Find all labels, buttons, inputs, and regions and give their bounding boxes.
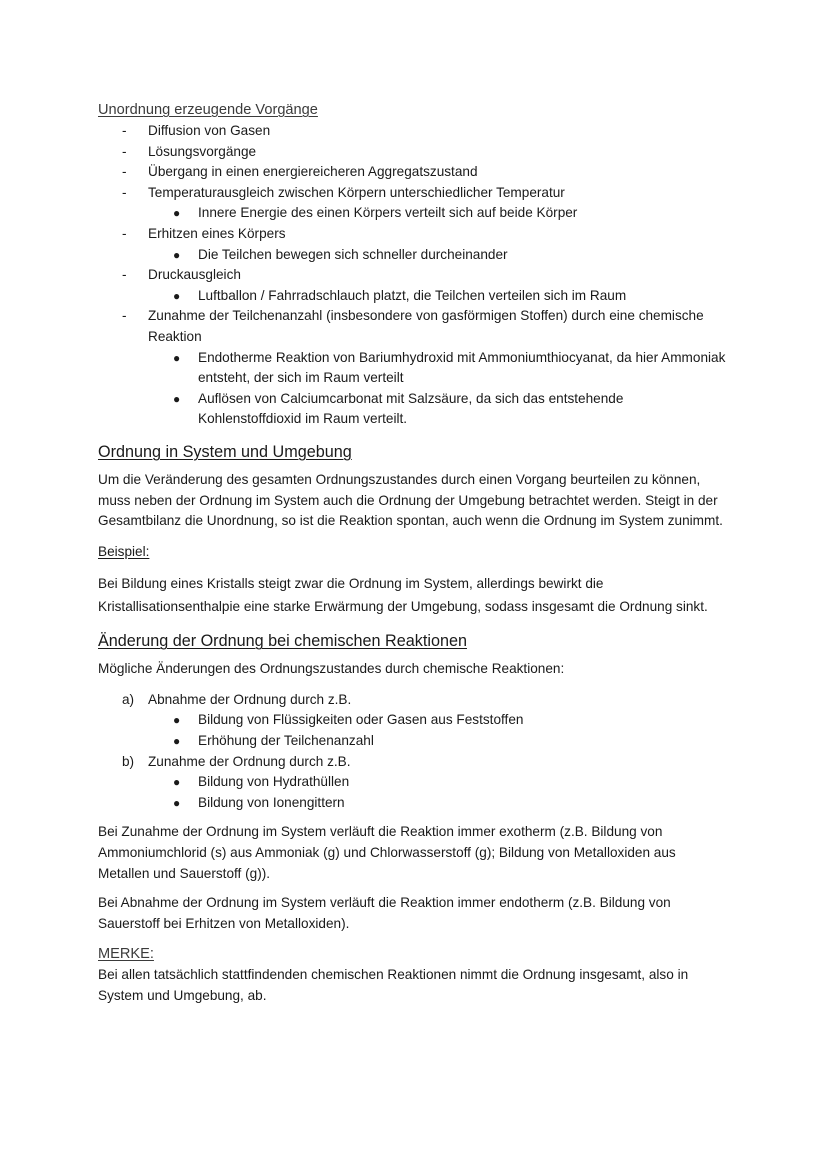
- sub-list-item: [148, 245, 726, 266]
- paragraph-exotherm: Bei Zunahme der Ordnung im System verläuft die Reaktion immer exotherm (z.B. Bildung von Ammoniumchlorid (s) aus Ammoniak (g) und Chlorwasserstoff (g); Bildung von Metalloxiden aus Metallen und Sauerstoff (g)).: [98, 824, 676, 881]
- sub-list-item-text: Innere Energie des einen Körpers verteilt sich auf beide Körper: [198, 205, 578, 221]
- paragraph: Um die Veränderung des gesamten Ordnungszustandes durch einen Vorgang beurteilen zu können, muss neben der Ordnung im System auch die Ordnung der Umgebung betrachtet werden. Steigt in der Gesamtbilanz die Unordnung, so ist die Reaktion spontan, auch wenn die Ordnung im System zunimmt.: [98, 471, 723, 529]
- list-item-text: Übergang in einen energiereicheren Aggregatszustand: [148, 164, 478, 180]
- dash-marker: -: [122, 308, 127, 324]
- merke-title: MERKE:: [98, 946, 154, 963]
- merke-text: Bei allen tatsächlich stattfindenden chemischen Reaktionen nimmt die Ordnung insgesamt, also in System und Umgebung, ab.: [98, 967, 689, 1003]
- dash-marker: -: [122, 225, 127, 241]
- list-item-text: Abnahme der Ordnung durch z.B.: [148, 691, 352, 707]
- example-text: Bei Bildung eines Kristalls steigt zwar die Ordnung im System, allerdings bewirkt die Kristallisationsenthalpie eine starke Erwärmung der Umgebung, sodass insgesamt die Ordnung sinkt.: [98, 576, 708, 615]
- sub-list: [148, 772, 726, 813]
- document-page: [98, 99, 726, 1007]
- sub-list-item-text: Erhöhung der Teilchenanzahl: [198, 733, 374, 749]
- disorder-processes-list: [98, 121, 726, 430]
- bullet-icon: ●: [173, 350, 181, 365]
- sub-list-item: [148, 731, 726, 752]
- example-label: Beispiel:: [98, 543, 150, 559]
- dash-marker: -: [122, 164, 127, 180]
- sub-list: [148, 286, 726, 307]
- sub-list-item: [148, 710, 726, 731]
- intro-paragraph: Mögliche Änderungen des Ordnungszustandes durch chemische Reaktionen:: [98, 661, 565, 677]
- sub-list-item-text: Bildung von Ionengittern: [198, 794, 345, 810]
- sub-list-item: [148, 286, 726, 307]
- sub-list-item: [148, 389, 726, 430]
- list-item-text: Druckausgleich: [148, 267, 241, 283]
- bullet-icon: ●: [173, 288, 181, 303]
- list-item-text: Erhitzen eines Körpers: [148, 225, 286, 241]
- sub-list-item: [148, 793, 726, 814]
- dash-marker: -: [122, 267, 127, 283]
- dash-marker: -: [122, 184, 127, 200]
- sub-list-item-text: Endotherme Reaktion von Bariumhydroxid mit Ammoniumthiocyanat, da hier Ammoniak entsteht, der sich im Raum verteilt: [198, 349, 726, 386]
- dash-marker: -: [122, 143, 127, 159]
- bullet-icon: ●: [173, 734, 181, 749]
- sub-list: [148, 203, 726, 224]
- sub-list-item-text: Bildung von Flüssigkeiten oder Gasen aus Feststoffen: [198, 712, 524, 728]
- section-title-order-system-environment: Ordnung in System und Umgebung: [98, 442, 352, 461]
- sub-list: [148, 245, 726, 266]
- sub-list-item-text: Bildung von Hydrathüllen: [198, 774, 350, 790]
- sub-list-item: [148, 348, 726, 389]
- bullet-icon: ●: [173, 775, 181, 790]
- sub-list-item-text: Luftballon / Fahrradschlauch platzt, die Teilchen verteilen sich im Raum: [198, 287, 627, 303]
- bullet-icon: ●: [173, 391, 181, 406]
- list-marker: b): [122, 753, 135, 769]
- list-item-text: Diffusion von Gasen: [148, 123, 271, 138]
- list-item-text: Temperaturausgleich zwischen Körpern unterschiedlicher Temperatur: [148, 184, 565, 200]
- bullet-icon: ●: [173, 713, 181, 728]
- paragraph-endotherm: Bei Abnahme der Ordnung im System verläuft die Reaktion immer endotherm (z.B. Bildung von Sauerstoff bei Erhitzen von Metalloxiden).: [98, 895, 671, 931]
- sub-list-item-text: Auflösen von Calciumcarbonat mit Salzsäure, da sich das entstehende Kohlenstoffdioxid im Raum verteilt.: [198, 390, 624, 427]
- bullet-icon: ●: [173, 247, 181, 262]
- sub-list-item-text: Die Teilchen bewegen sich schneller durcheinander: [198, 246, 508, 262]
- list-item-text: Lösungsvorgänge: [148, 143, 257, 159]
- list-item-text: Zunahme der Ordnung durch z.B.: [148, 753, 351, 769]
- bullet-icon: ●: [173, 795, 181, 810]
- section-title-order-change-reactions: Änderung der Ordnung bei chemischen Reaktionen: [98, 632, 467, 651]
- sub-list: [148, 348, 726, 430]
- sub-list-item: [148, 772, 726, 793]
- list-item-text: Zunahme der Teilchenanzahl (insbesondere von gasförmigen Stoffen) durch eine chemische Reaktion: [148, 308, 704, 344]
- list-item: [98, 121, 726, 142]
- dash-marker: -: [122, 123, 127, 138]
- sub-list: [148, 710, 726, 751]
- list-item: [98, 306, 726, 430]
- list-item: [98, 224, 726, 265]
- order-change-list: [98, 690, 726, 814]
- section-title-disorder-processes: Unordnung erzeugende Vorgänge: [98, 102, 318, 118]
- list-item: [98, 162, 726, 183]
- list-item: [98, 183, 726, 224]
- bullet-icon: ●: [173, 206, 181, 221]
- list-item: [98, 142, 726, 163]
- list-item: [98, 690, 726, 752]
- list-item: [98, 265, 726, 306]
- list-marker: a): [122, 691, 135, 707]
- list-item: [98, 752, 726, 814]
- sub-list-item: [148, 203, 726, 224]
